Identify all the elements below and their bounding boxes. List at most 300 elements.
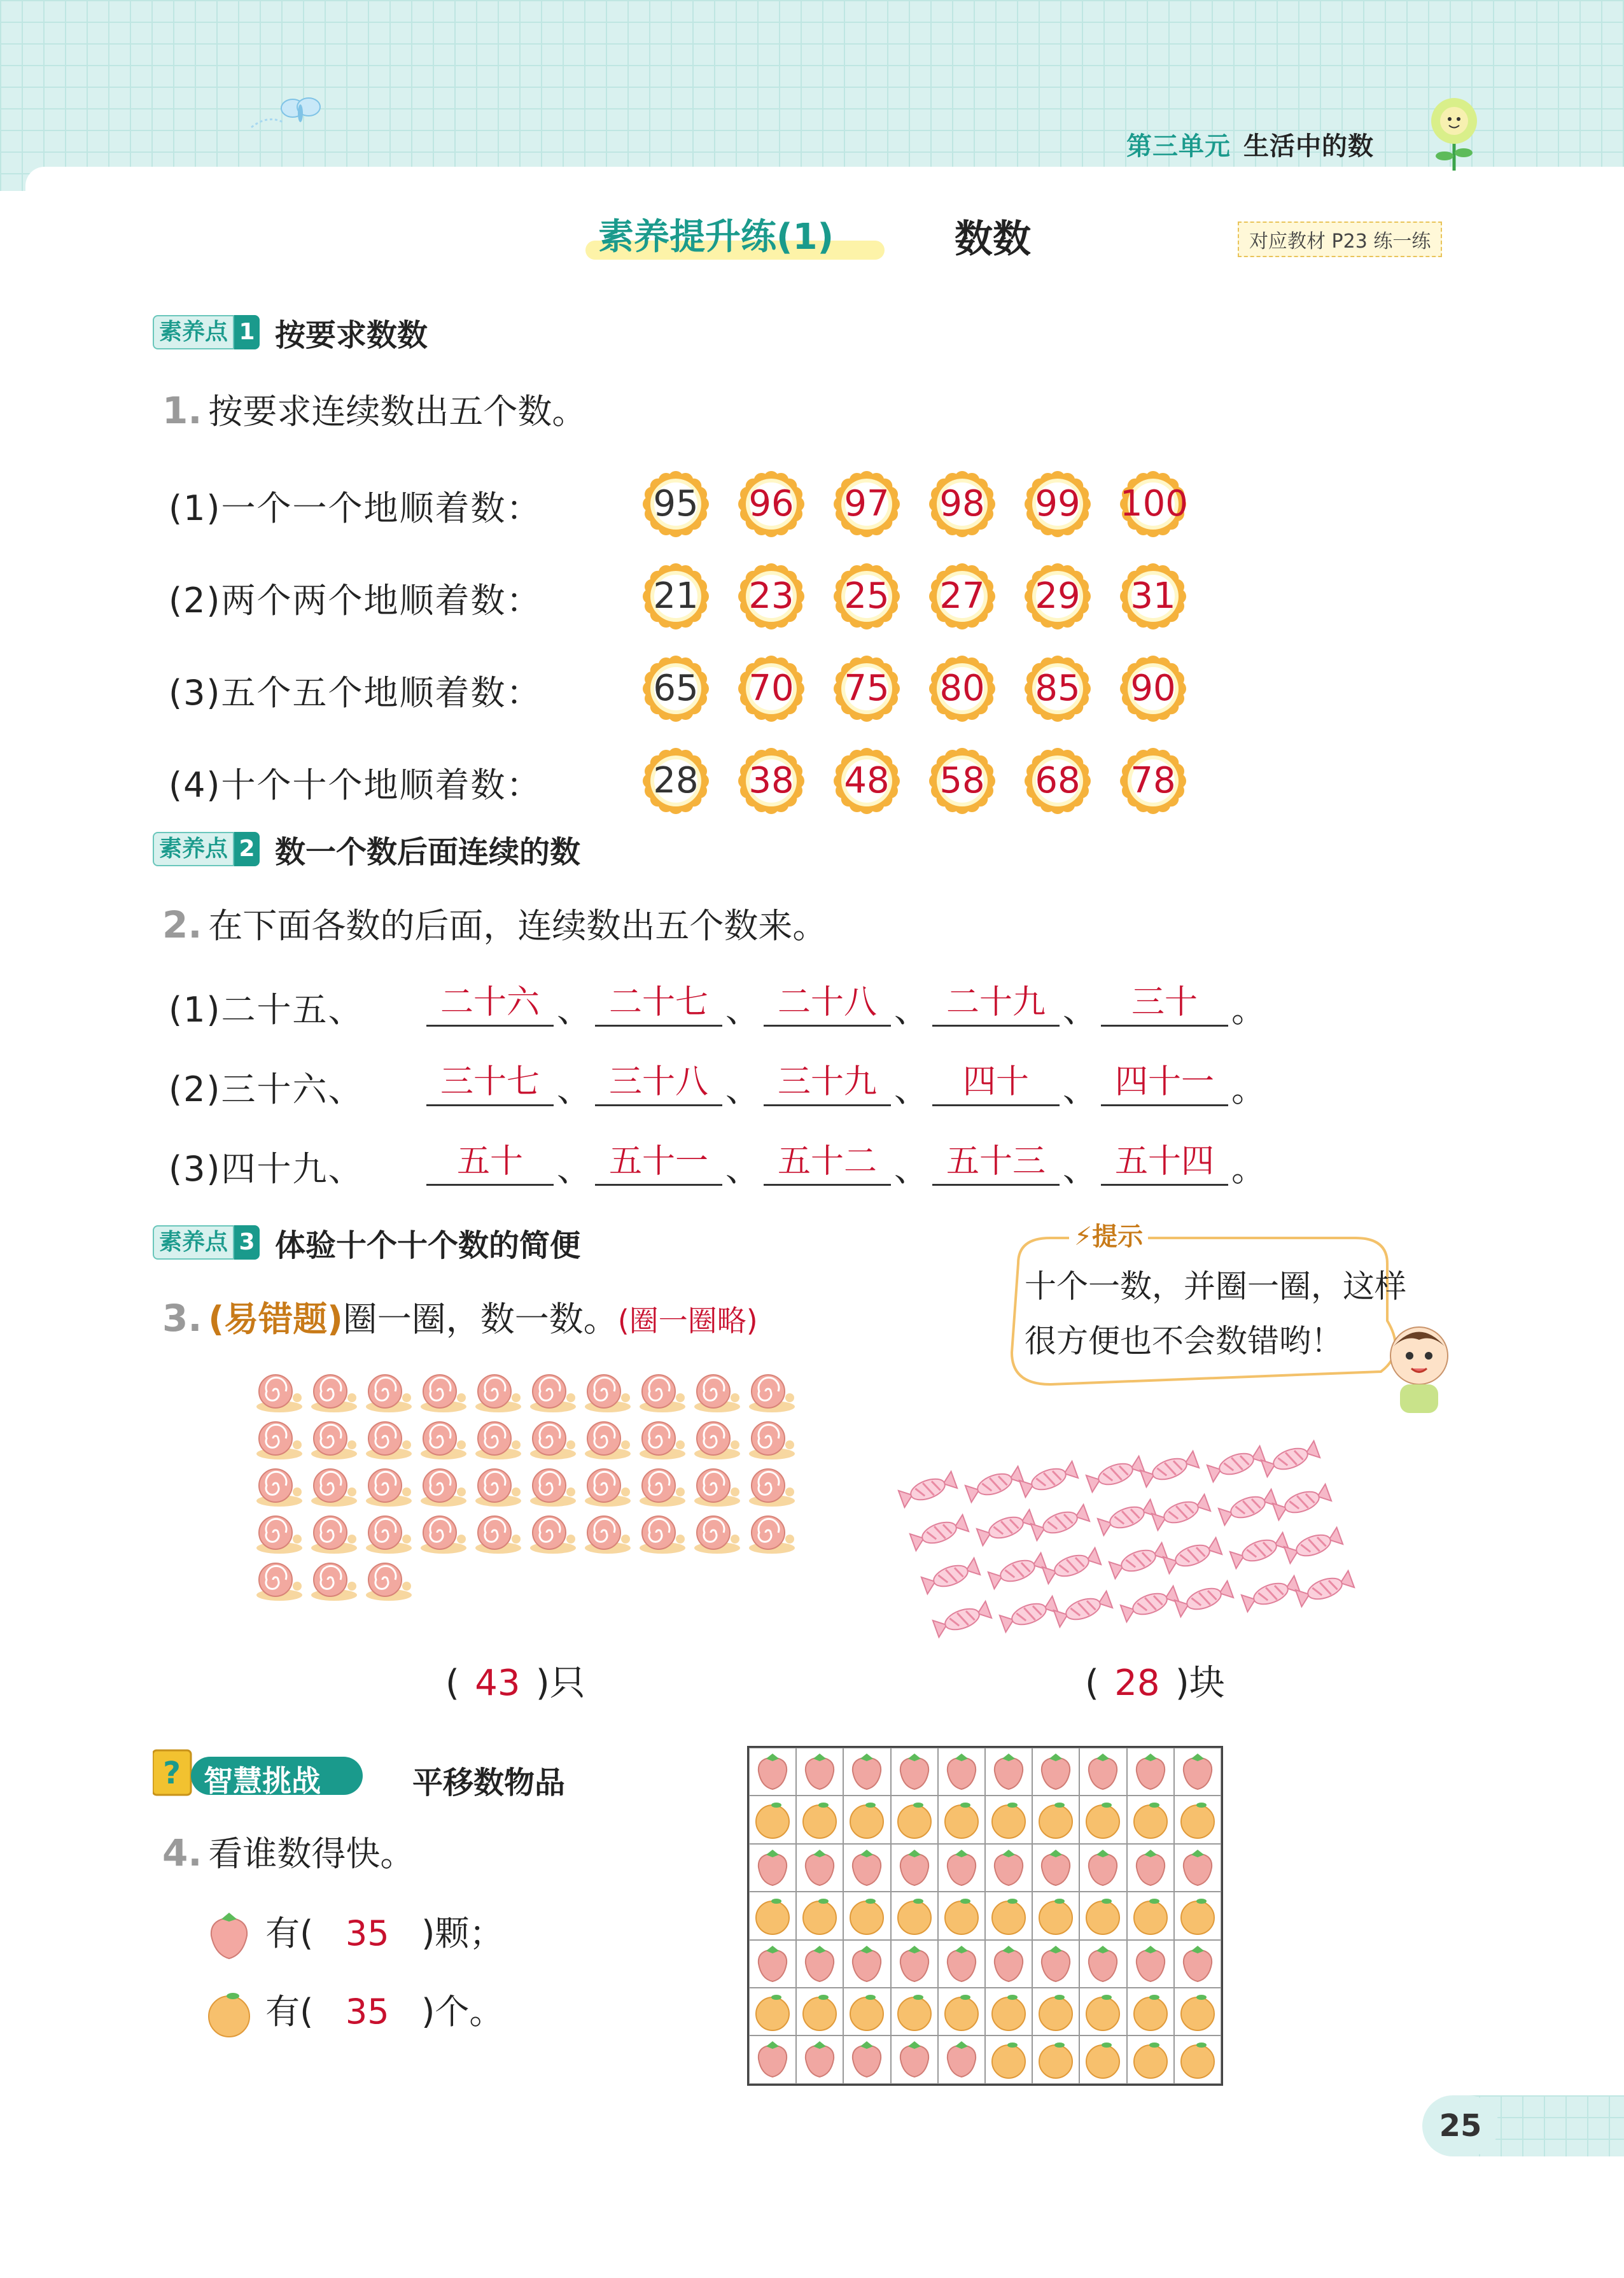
orange-cell [985, 1988, 1032, 2035]
flower-number [738, 748, 804, 814]
fill-blank-answer: 二十七 [595, 980, 722, 1027]
orange-icon [1128, 2036, 1173, 2082]
given-number: 28 [653, 760, 699, 801]
strawberry-icon [986, 1845, 1032, 1890]
flower-number [738, 656, 804, 722]
strawberry-cell [843, 1748, 890, 1796]
orange-cell [938, 1892, 985, 1939]
answer-number: 27 [939, 575, 985, 617]
strawberry-answer: 35 [345, 1913, 389, 1953]
question-1-text: 按要求连续数出五个数。 [208, 391, 587, 432]
candy-icon [929, 1597, 995, 1642]
question-2-row-label: (1)二十五、 [169, 990, 364, 1030]
flower-number [1120, 748, 1186, 814]
orange-icon [1033, 2036, 1079, 2082]
fill-blank-answer: 四十 [932, 1060, 1060, 1106]
candy-icon [1137, 1447, 1203, 1491]
question-1-row-label: (2)两个两个地顺着数： [169, 580, 542, 621]
fill-blank-answer: 五十四 [1101, 1139, 1228, 1186]
orange-cell [796, 1892, 843, 1939]
strawberry-icon [1080, 1845, 1126, 1890]
section2-badge [153, 832, 581, 870]
strawberry-icon [1175, 1845, 1221, 1890]
snail-icon [525, 1416, 577, 1461]
orange-icon [939, 1796, 984, 1842]
question-3-label: (易错题) [208, 1299, 343, 1339]
answer-number: 23 [748, 575, 794, 617]
orange-cell [891, 1988, 938, 2035]
orange-cell [1174, 1892, 1221, 1939]
orange-cell [891, 1892, 938, 1939]
question-1-row-label: (1)一个一个地顺着数： [169, 488, 542, 528]
snail-icon [634, 1463, 687, 1508]
orange-icon [750, 1988, 795, 2034]
orange-cell [1127, 1892, 1174, 1939]
snail-icon [689, 1510, 741, 1556]
question-2-number: 2. [162, 903, 202, 946]
flower-number [1120, 563, 1186, 629]
orange-icon [1128, 1988, 1173, 2034]
question-3-note: (圈一圈略) [617, 1304, 758, 1338]
answer-number: 96 [748, 483, 794, 524]
strawberry-cell [938, 1940, 985, 1988]
given-number: 95 [653, 483, 699, 524]
orange-cell [1032, 1796, 1079, 1843]
flower-number [929, 563, 995, 629]
snail-icon [525, 1510, 577, 1556]
snail-open-paren: ( [445, 1663, 459, 1704]
strawberry-icon [797, 1941, 843, 1986]
orange-icon [939, 1892, 984, 1938]
flower-number [1025, 563, 1091, 629]
fill-blank-answer: 三十八 [595, 1060, 722, 1106]
strawberry-cell [891, 1940, 938, 1988]
flower-number [643, 563, 709, 629]
orange-cell [938, 1796, 985, 1843]
smart-challenge-label: 智慧挑战 [204, 1764, 321, 1798]
flower-number [643, 748, 709, 814]
strawberry-cell [985, 1844, 1032, 1892]
strawberry-icon [1128, 1941, 1173, 1986]
strawberry-cell [938, 1748, 985, 1796]
answer-number: 90 [1130, 668, 1176, 709]
orange-icon [1080, 1796, 1126, 1842]
strawberry-cell [1127, 1844, 1174, 1892]
orange-icon [797, 1988, 843, 2034]
snail-icon [525, 1463, 577, 1508]
snail-icon [416, 1510, 468, 1556]
orange-answer: 35 [345, 1992, 389, 2032]
sunflower-icon [1425, 95, 1483, 172]
orange-cell [985, 1892, 1032, 1939]
snail-icon [744, 1416, 796, 1461]
candy-icon [906, 1510, 972, 1555]
orange-icon [844, 1796, 890, 1842]
separator: 、 [1063, 990, 1097, 1030]
strawberry-icon [939, 2036, 984, 2082]
flower-number [1025, 471, 1091, 537]
title-sub: 数数 [955, 217, 1031, 262]
end-mark: 。 [1231, 1069, 1266, 1109]
orange-icon [1175, 1892, 1221, 1938]
snail-icon [525, 1368, 577, 1414]
snail-icon [470, 1368, 522, 1414]
orange-cell [938, 1988, 985, 2035]
strawberry-post: )颗； [421, 1913, 504, 1953]
snail-icon [634, 1510, 687, 1556]
snail-icon [744, 1368, 796, 1414]
strawberry-icon [1080, 1748, 1126, 1794]
fill-blank-answer: 三十七 [426, 1060, 554, 1106]
section3-num: 3 [234, 1225, 260, 1260]
flower-number [834, 656, 900, 722]
flower-number [1120, 471, 1186, 537]
question-4 [162, 1827, 414, 1876]
orange-count-line [204, 1985, 503, 2039]
orange-icon [1080, 2036, 1126, 2082]
orange-cell [843, 1892, 890, 1939]
flower-number [834, 563, 900, 629]
question-1-number: 1. [162, 389, 202, 432]
separator: 、 [557, 990, 591, 1030]
section3-title: 体验十个十个数的简便 [275, 1227, 581, 1263]
orange-icon [1080, 1892, 1126, 1938]
section3-badge [153, 1225, 581, 1263]
strawberry-icon [1128, 1748, 1173, 1794]
flower-number [738, 471, 804, 537]
strawberry-cell [1079, 1844, 1126, 1892]
orange-icon [750, 1892, 795, 1938]
answer-number: 38 [748, 760, 794, 801]
candy-answer [1085, 1655, 1225, 1706]
flower-number [929, 656, 995, 722]
strawberry-icon [939, 1845, 984, 1890]
strawberry-icon [892, 2036, 937, 2082]
question-1 [162, 384, 586, 433]
question-3-text: 圈一圈，数一数。 [342, 1299, 618, 1339]
candy-unit: )块 [1175, 1663, 1225, 1704]
question-1-row-label: (4)十个十个地顺着数： [169, 765, 542, 805]
snail-icon [416, 1368, 468, 1414]
snail-icon [251, 1368, 304, 1414]
strawberry-cell [1079, 1748, 1126, 1796]
strawberry-icon [986, 1941, 1032, 1986]
snail-icon [689, 1368, 741, 1414]
orange-cell [1174, 1988, 1221, 2035]
fill-blank-answer: 二十九 [932, 980, 1060, 1027]
strawberry-icon [1128, 1845, 1173, 1890]
orange-icon [844, 1988, 890, 2034]
orange-icon [204, 1988, 255, 2039]
candy-icon [895, 1467, 961, 1512]
orange-cell [749, 1892, 796, 1939]
orange-icon [1033, 1796, 1079, 1842]
snail-unit: )只 [535, 1663, 585, 1704]
snail-icon [470, 1463, 522, 1508]
candy-icon [1269, 1480, 1335, 1524]
answer-number: 48 [844, 760, 890, 801]
strawberry-cell [1127, 1940, 1174, 1988]
separator: 、 [1063, 1069, 1097, 1109]
strawberry-cell [1032, 1844, 1079, 1892]
strawberry-icon [1175, 1941, 1221, 1986]
orange-icon [797, 1796, 843, 1842]
flower-number [929, 471, 995, 537]
orange-icon [1175, 1988, 1221, 2034]
separator: 、 [725, 1069, 760, 1109]
candy-icon [1039, 1543, 1105, 1588]
strawberry-icon [750, 1748, 795, 1794]
snail-icon [306, 1557, 358, 1603]
flower-number [834, 471, 900, 537]
snail-icon [744, 1510, 796, 1556]
fruit-grid [747, 1746, 1223, 2086]
strawberry-icon [1080, 1941, 1126, 1986]
orange-icon [1080, 1988, 1126, 2034]
orange-cell [1032, 1892, 1079, 1939]
snail-icon [251, 1557, 304, 1603]
fill-blank-answer: 三十九 [764, 1060, 891, 1106]
end-mark: 。 [1231, 1149, 1266, 1189]
flower-number [1025, 748, 1091, 814]
flower-number [1120, 656, 1186, 722]
snail-answer [445, 1655, 585, 1706]
orange-cell [796, 1796, 843, 1843]
flower-number [643, 656, 709, 722]
page-number: 25 [1422, 2095, 1499, 2156]
strawberry-cell [796, 1844, 843, 1892]
orange-cell [1174, 2035, 1221, 2083]
strawberry-cell [985, 1940, 1032, 1988]
section2-tag: 素养点 [153, 832, 234, 866]
strawberry-cell [1032, 1748, 1079, 1796]
orange-cell [1079, 2035, 1126, 2083]
strawberry-pre: 有( [265, 1913, 314, 1953]
snail-icon [306, 1510, 358, 1556]
title-main: 素养提升练(1) [598, 216, 834, 258]
strawberry-icon [892, 1845, 937, 1890]
strawberry-cell [796, 1748, 843, 1796]
orange-cell [1127, 1988, 1174, 2035]
fill-blank-answer: 五十三 [932, 1139, 1060, 1186]
strawberry-cell [843, 1844, 890, 1892]
snail-icon [306, 1368, 358, 1414]
orange-icon [939, 1988, 984, 2034]
snail-icon [744, 1463, 796, 1508]
orange-cell [843, 1796, 890, 1843]
strawberry-icon [939, 1748, 984, 1794]
hint-title [1069, 1216, 1148, 1253]
snail-icon [361, 1510, 413, 1556]
section1-num: 1 [234, 315, 260, 349]
question-3 [162, 1292, 758, 1341]
section2-title: 数一个数后面连续的数 [275, 834, 581, 870]
separator: 、 [725, 990, 760, 1030]
strawberry-cell [985, 1748, 1032, 1796]
snail-icon [361, 1368, 413, 1414]
strawberry-icon [204, 1910, 255, 1961]
hint-bubble [999, 1222, 1457, 1416]
snail-icon [416, 1416, 468, 1461]
separator: 、 [557, 1069, 591, 1109]
strawberry-icon [797, 1748, 843, 1794]
textbook-reference: 对应教材 P23 练一练 [1238, 221, 1442, 257]
strawberry-cell [843, 1940, 890, 1988]
strawberry-cell [1127, 1748, 1174, 1796]
strawberry-icon [1033, 1748, 1079, 1794]
candy-icon [1050, 1587, 1116, 1631]
candy-icon [1027, 1500, 1093, 1545]
orange-pre: 有( [265, 1992, 314, 2032]
strawberry-cell [749, 1940, 796, 1988]
candy-icon [1280, 1523, 1347, 1568]
question-2 [162, 899, 827, 948]
orange-icon [986, 1796, 1032, 1842]
answer-number: 97 [844, 483, 890, 524]
snail-icon [361, 1557, 413, 1603]
orange-icon [892, 1892, 937, 1938]
strawberry-icon [844, 1845, 890, 1890]
candy-open-paren: ( [1085, 1663, 1099, 1704]
snail-icon [634, 1368, 687, 1414]
section2-num: 2 [234, 832, 260, 866]
candy-icon [1257, 1437, 1324, 1481]
fill-blank-answer: 二十八 [764, 980, 891, 1027]
snail-icon [251, 1463, 304, 1508]
separator: 、 [725, 1149, 760, 1189]
flower-number [738, 563, 804, 629]
orange-icon [986, 1892, 1032, 1938]
strawberry-icon [797, 2036, 843, 2082]
snail-icon [416, 1463, 468, 1508]
fill-blank-answer: 五十 [426, 1139, 554, 1186]
orange-cell [1079, 1796, 1126, 1843]
unit-title: 生活中的数 [1243, 132, 1374, 161]
strawberry-cell [1174, 1844, 1221, 1892]
orange-icon [1128, 1796, 1173, 1842]
question-4-text: 看谁数得快。 [208, 1834, 415, 1874]
butterfly-icon [248, 89, 325, 134]
orange-cell [985, 2035, 1032, 2083]
snail-icon [580, 1510, 632, 1556]
answer-number: 31 [1130, 575, 1176, 617]
answer-number: 85 [1035, 668, 1081, 709]
hint-line-2: 很方便也不会数错哟！ [1025, 1323, 1343, 1360]
orange-icon [844, 1892, 890, 1938]
strawberry-icon [892, 1748, 937, 1794]
strawberry-cell [938, 2035, 985, 2083]
candy-icon [1292, 1566, 1358, 1611]
question-1-row-label: (3)五个五个地顺着数： [169, 673, 542, 713]
strawberry-icon [939, 1941, 984, 1986]
separator: 、 [894, 990, 928, 1030]
strawberry-cell [796, 1940, 843, 1988]
strawberry-cell [843, 2035, 890, 2083]
orange-cell [1127, 2035, 1174, 2083]
strawberry-cell [1079, 1940, 1126, 1988]
question-2-text: 在下面各数的后面，连续数出五个数来。 [208, 906, 827, 946]
orange-icon [1175, 1796, 1221, 1842]
answer-number: 80 [939, 668, 985, 709]
strawberry-cell [749, 1748, 796, 1796]
strawberry-icon [797, 1845, 843, 1890]
answer-number: 78 [1130, 760, 1176, 801]
given-number: 21 [653, 575, 699, 617]
separator: 、 [894, 1069, 928, 1109]
snail-icon [634, 1416, 687, 1461]
strawberry-cell [749, 1844, 796, 1892]
strawberry-icon [892, 1941, 937, 1986]
flower-number [834, 748, 900, 814]
orange-icon [1033, 1988, 1079, 2034]
strawberry-cell [891, 1748, 938, 1796]
orange-icon [986, 1988, 1032, 2034]
strawberry-icon [844, 2036, 890, 2082]
answer-number: 25 [844, 575, 890, 617]
strawberry-icon [1175, 1748, 1221, 1794]
section1-badge [153, 315, 428, 353]
snail-icon [580, 1463, 632, 1508]
fill-blank-answer: 四十一 [1101, 1060, 1228, 1106]
end-mark: 。 [1231, 990, 1266, 1030]
snail-icon [470, 1416, 522, 1461]
section1-title: 按要求数数 [275, 317, 428, 353]
section1-tag: 素养点 [153, 315, 234, 349]
strawberry-cell [891, 2035, 938, 2083]
fill-blank-answer: 五十二 [764, 1139, 891, 1186]
snail-icon [361, 1463, 413, 1508]
snail-icon [361, 1416, 413, 1461]
strawberry-icon [750, 1845, 795, 1890]
orange-icon [797, 1892, 843, 1938]
snail-icon [580, 1368, 632, 1414]
separator: 、 [894, 1149, 928, 1189]
fill-blank-answer: 三十 [1101, 980, 1228, 1027]
question-2-row-label: (3)四十九、 [169, 1149, 364, 1189]
orange-post: )个。 [421, 1992, 504, 2032]
orange-cell [985, 1796, 1032, 1843]
snail-icon [580, 1416, 632, 1461]
answer-number: 29 [1035, 575, 1081, 617]
lightning-icon: ⚡ [1074, 1222, 1093, 1251]
given-number: 65 [653, 668, 699, 709]
candy-count-answer: 28 [1114, 1663, 1160, 1704]
candy-icon [918, 1554, 984, 1598]
flower-number [929, 748, 995, 814]
answer-number: 75 [844, 668, 890, 709]
header-grid-band [0, 0, 1624, 191]
orange-cell [749, 1988, 796, 2035]
boy-icon [1381, 1321, 1457, 1416]
snail-icon [689, 1416, 741, 1461]
hint-line-1: 十个一数，并圈一圈，这样 [1025, 1268, 1406, 1305]
candy-icon [1171, 1577, 1237, 1621]
strawberry-cell [1032, 1940, 1079, 1988]
orange-icon [1128, 1892, 1173, 1938]
orange-icon [986, 2036, 1032, 2082]
strawberry-cell [1174, 1940, 1221, 1988]
answer-number: 70 [748, 668, 794, 709]
candy-icon [1016, 1457, 1082, 1501]
orange-icon [892, 1988, 937, 2034]
question-3-number: 3. [162, 1297, 202, 1340]
strawberry-cell [1174, 1748, 1221, 1796]
snail-icon [306, 1463, 358, 1508]
answer-number: 98 [939, 483, 985, 524]
snail-icon [689, 1463, 741, 1508]
snail-icon [306, 1416, 358, 1461]
orange-icon [1175, 2036, 1221, 2082]
